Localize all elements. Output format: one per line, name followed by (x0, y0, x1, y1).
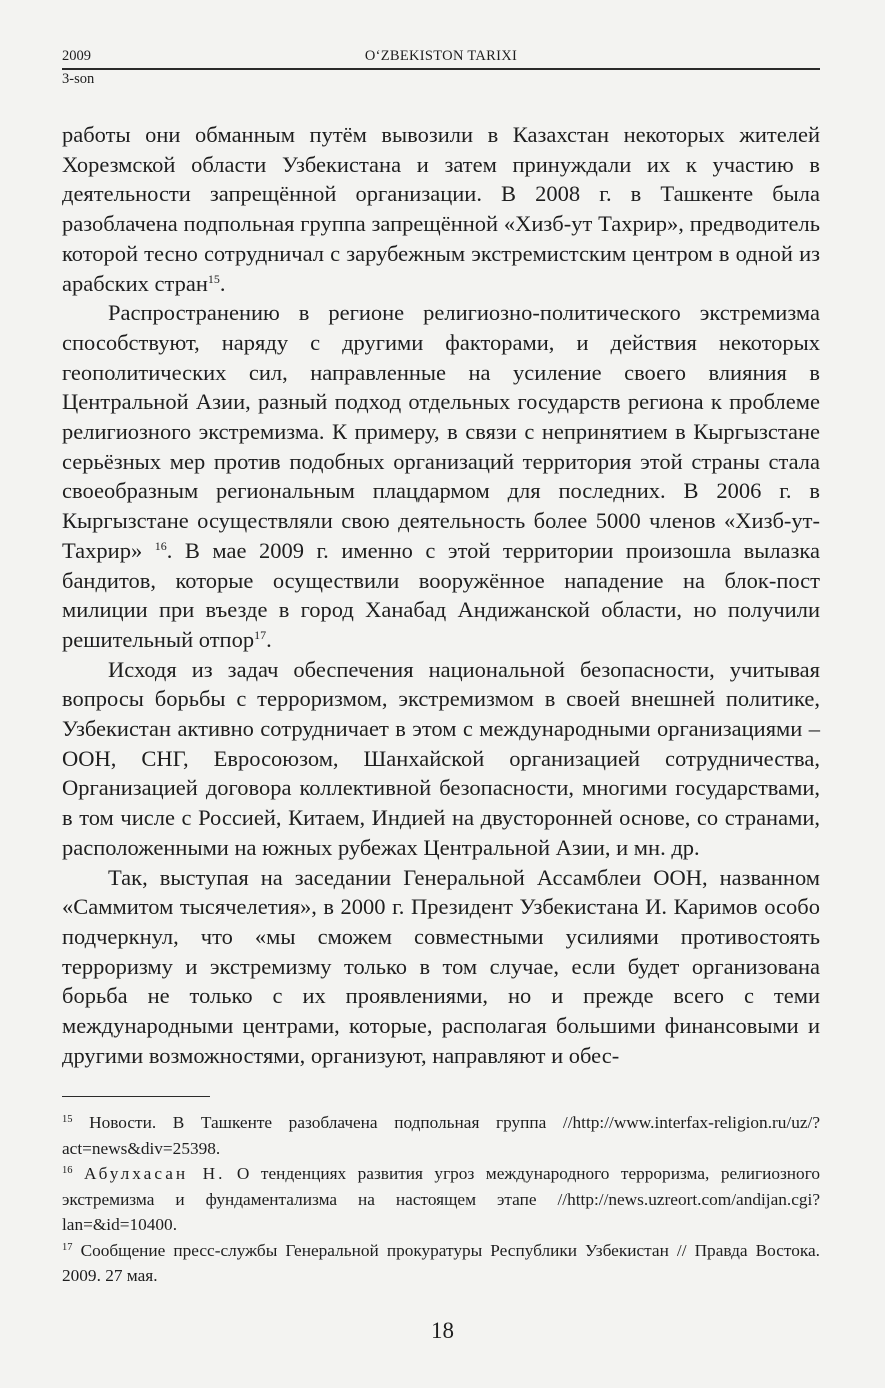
header-year: 2009 (62, 48, 91, 64)
footnote-author: Абулхасан Н. (84, 1164, 226, 1183)
footnote (62, 1110, 820, 1161)
paragraph (62, 298, 820, 654)
paragraph-text: . (266, 626, 272, 652)
paragraph-text: . В мае 2009 г. именно с этой территории произошла вылазка бандитов, которые осуществили вооружённое нападение на блок-пост милиции при въезде в город Ханабад Андижанской области, но получили решительный отпор (62, 537, 820, 652)
paragraph (62, 655, 820, 863)
paragraph-text: Так, выступая на заседании Генеральной Ассамблеи ООН, названном «Саммитом тысячелетия», в 2000 г. Президент Узбекистана И. Каримов особо подчеркнул, что «мы сможем совместными усилиями противостоять терроризму и экстремизму только в том случае, если будет организована борьба не только с их проявлениями, но и прежде всего с теми международными центрами, которые, располагая большими финансовыми и другими возможностями, организуют, направляют и обес- (62, 864, 820, 1068)
footnotes (62, 1110, 820, 1289)
paragraph (62, 120, 820, 298)
footnote-ref: 17 (254, 627, 267, 642)
footnote-ref: 16 (154, 538, 167, 553)
footnote (62, 1161, 820, 1238)
footnote-number: 17 (62, 1241, 73, 1253)
footnote-text: Новости. В Ташкенте разоблачена подпольная группа //http://www.interfax-religion.ru/uz/?act=news&div=25398. (62, 1113, 820, 1158)
journal-title: O‘ZBEKISTON TARIXI (364, 48, 518, 64)
footnote-number: 15 (62, 1114, 73, 1125)
main-text (62, 120, 820, 1071)
paragraph (62, 863, 820, 1071)
footnote-text: Сообщение пресс-службы Генеральной прокуратуры Республики Узбекистан // Правда Востока. 2009. 27 мая. (62, 1240, 820, 1285)
footnote-number: 16 (62, 1165, 73, 1176)
paragraph-text: Распространению в регионе религиозно-политического экстремизма способствуют, наряду с другими факторами, и действия некоторых геополитических сил, направленные на усиление своего влияния в Центральной Азии, разный подход отдельных государств региона к проблеме религиозного экстремизма. К примеру, в связи с непринятием в Кыргызстане серьёзных мер против подобных организаций территория этой страны стала своеобразным региональным плацдармом для последних. В 2006 г. в Кыргызстане осуществляли свою деятельность более 5000 членов «Хизб-ут-Тахрир» (62, 300, 820, 563)
running-header (62, 46, 820, 70)
footnote-divider (62, 1096, 210, 1097)
paragraph-text: работы они обманным путём вывозили в Казахстан некоторых жителей Хорезмской области Узбекистана и затем принуждали их к участию в деятельности запрещённой организации. В 2008 г. в Ташкенте была разоблачена подпольная группа запрещённой «Хизб-ут Тахрир», предводитель которой тесно сотрудничал с зарубежным экстремистским центром в одной из арабских стран (62, 122, 820, 296)
paragraph-text: Исходя из задач обеспечения национальной безопасности, учитывая вопросы борьбы с терроризмом, экстремизмом в своей внешней политике, Узбекистан активно сотрудничает в этом с международными организациями – ООН, СНГ, Евросоюзом, Шанхайской организацией сотрудничества, Организацией договора коллективной безопасности, многими государствами, в том числе с Россией, Китаем, Индией на двусторонней основе, со странами, расположенными на южных рубежах Центральной Азии, и мн. др. (62, 656, 820, 860)
page-number: 18 (431, 1318, 454, 1343)
footnote-text: О тенденциях развития угроз международного терроризма, религиозного экстремизма и фундаментализма на настоящем этапе //http://news.uzreort.com/andijan.cgi?lan=&id=10400. (62, 1164, 820, 1234)
paragraph-text: . (219, 270, 226, 296)
footnote-ref: 15 (207, 271, 220, 286)
issue-number: 3-son (62, 71, 95, 87)
footnote (62, 1238, 820, 1289)
